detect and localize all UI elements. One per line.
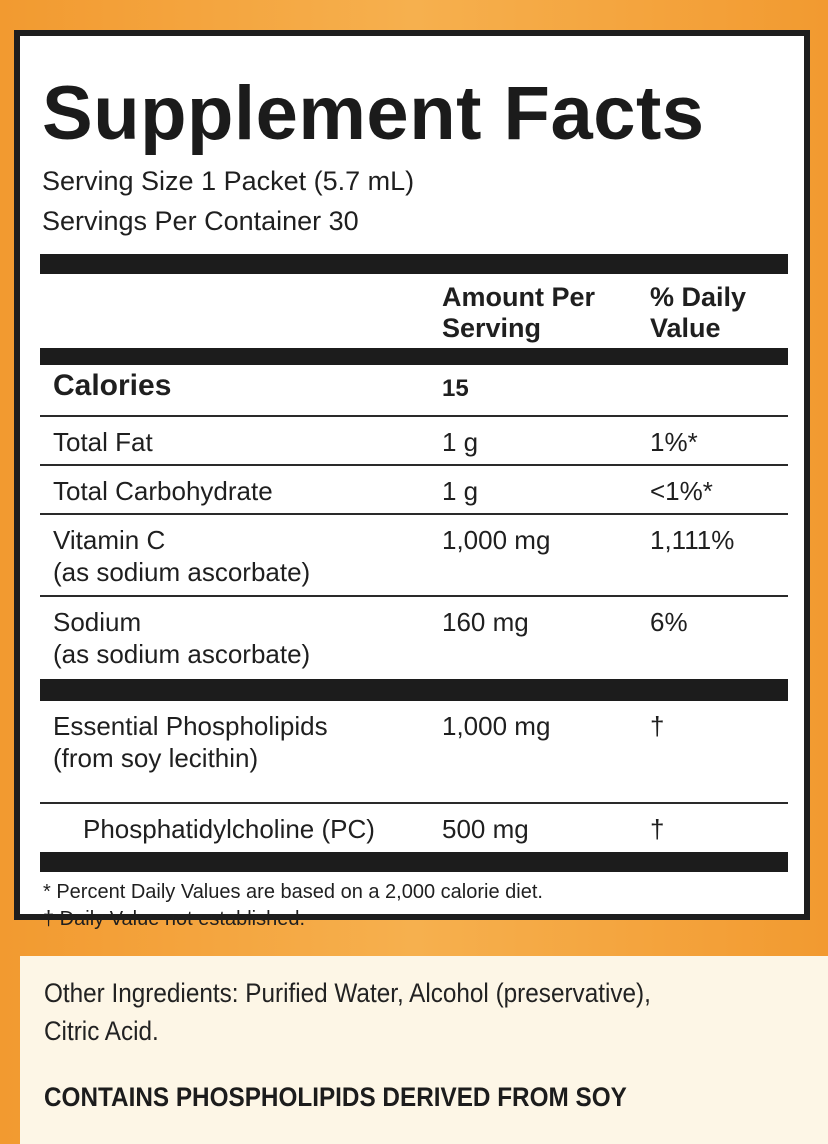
supplement-facts-panel: [14, 30, 810, 930]
row-name: Vitamin C: [53, 525, 166, 555]
divider-bar: [40, 679, 788, 701]
row-subname: (as sodium ascorbate): [53, 557, 311, 587]
header-dv-line2: Value: [650, 313, 721, 343]
footnote-daily-values: * Percent Daily Values are based on a 2,000 calorie diet.: [43, 881, 543, 903]
column-header-row: [40, 274, 788, 348]
allergen-statement: CONTAINS PHOSPHOLIPIDS DERIVED FROM SOY: [44, 1082, 627, 1112]
row-name: Total Fat: [53, 427, 153, 457]
row-name-block: [53, 710, 328, 774]
row-name: Sodium: [53, 607, 142, 637]
row-sodium: [40, 597, 788, 679]
other-ingredients-text: [44, 974, 791, 1050]
row-total-fat: [40, 417, 788, 466]
row-daily-value: 1,111%: [650, 525, 735, 555]
ingredients-line2: Citric Acid.: [44, 1016, 159, 1046]
header-amount-per-serving: [442, 282, 632, 344]
row-subname: (from soy lecithin): [53, 743, 259, 773]
row-amount: 1 g: [442, 427, 479, 457]
footnote-not-established: † Daily Value not established.: [43, 908, 306, 930]
row-essential-phospholipids: [40, 701, 788, 804]
serving-size: Serving Size 1 Packet (5.7 mL): [42, 166, 415, 196]
row-amount: 1,000 mg: [442, 711, 551, 741]
row-subname: (as sodium ascorbate): [53, 639, 311, 669]
row-phosphatidylcholine: [40, 804, 788, 852]
ingredients-line1: Other Ingredients: Purified Water, Alcohol (preservative),: [44, 978, 651, 1008]
row-amount: 160 mg: [442, 607, 529, 637]
row-name-block: [53, 524, 310, 588]
divider-bar: [40, 254, 788, 274]
header-amount-line2: Serving: [442, 313, 542, 343]
row-daily-value: 1%*: [650, 427, 698, 457]
panel-title: Supplement Facts: [42, 71, 705, 156]
divider-bar: [40, 348, 788, 365]
row-total-carbohydrate: [40, 466, 788, 515]
row-amount: 1 g: [442, 476, 479, 506]
row-daily-value: †: [650, 711, 665, 741]
divider-bar: [40, 852, 788, 872]
row-name: Phosphatidylcholine (PC): [83, 814, 375, 844]
other-ingredients-panel: [20, 956, 828, 1144]
row-name-block: [53, 606, 310, 670]
row-daily-value: <1%*: [650, 476, 713, 506]
row-daily-value: †: [650, 814, 665, 844]
servings-per-container: Servings Per Container 30: [42, 206, 359, 236]
row-amount: 500 mg: [442, 814, 529, 844]
header-daily-value: [650, 282, 780, 344]
row-name: Essential Phospholipids: [53, 711, 328, 741]
header-amount-line1: Amount Per: [442, 282, 596, 312]
row-name: Calories: [53, 369, 172, 402]
row-name: Total Carbohydrate: [53, 476, 273, 506]
row-vitamin-c: [40, 515, 788, 597]
row-amount: 1,000 mg: [442, 525, 551, 555]
row-amount: 15: [442, 375, 469, 402]
row-daily-value: 6%: [650, 607, 688, 637]
row-calories: [40, 365, 788, 417]
header-dv-line1: % Daily: [650, 282, 747, 312]
